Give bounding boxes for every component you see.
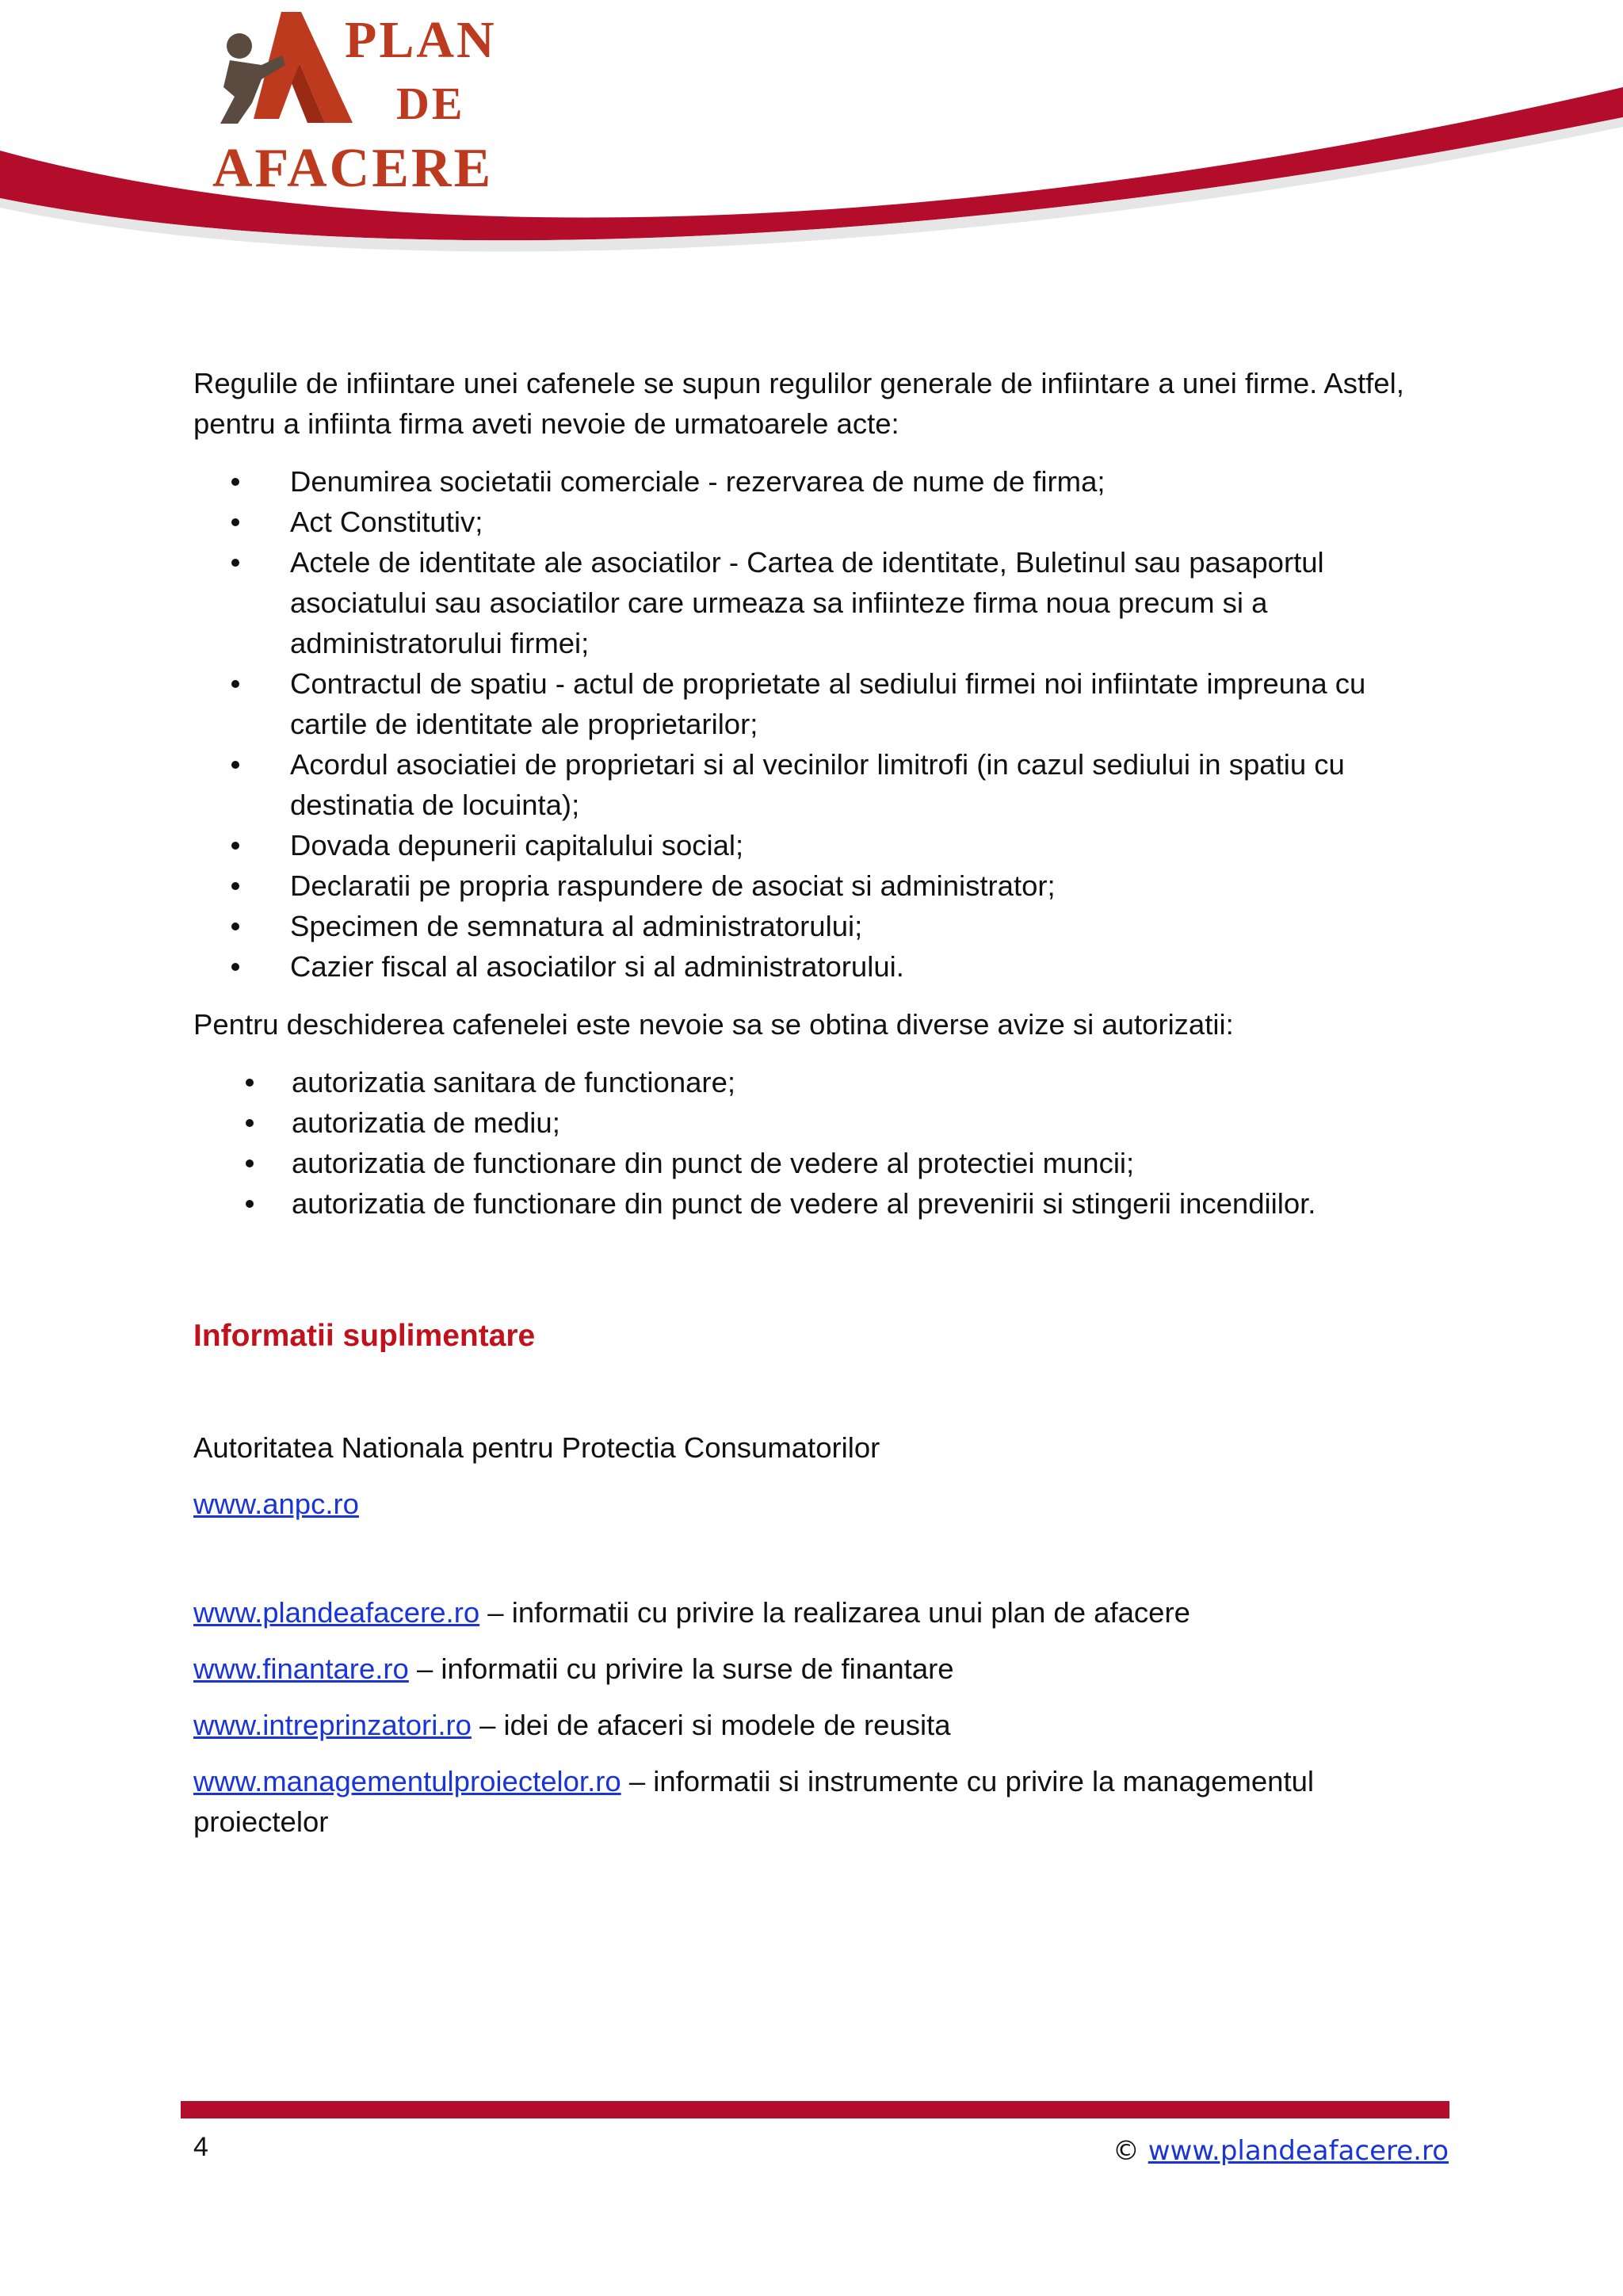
list-item: autorizatia de functionare din punct de vedere al prevenirii si stingerii incendiilor. — [193, 1183, 1430, 1224]
list-item: Acordul asociatiei de proprietari si al vecinilor limitrofi (in cazul sediului in spatiu cu destinatia de locuinta); — [193, 744, 1430, 825]
intro-paragraph: Regulile de infiintare unei cafenele se supun regulilor generale de infiintare a unei firme. Astfel, pentru a infiinta firma aveti nevoie de urmatoarele acte: — [193, 367, 1404, 440]
footer-copyright — [1113, 2135, 1449, 2167]
anpc-link[interactable]: www.anpc.ro — [193, 1488, 359, 1520]
link-description: – idei de afaceri si modele de reusita — [471, 1709, 951, 1741]
logo-text-plan: PLAN — [345, 11, 497, 69]
list-item: Dovada depunerii capitalului social; — [193, 825, 1430, 865]
list-item: Declaratii pe propria raspundere de asociat si administrator; — [193, 865, 1430, 906]
logo — [206, 8, 539, 198]
link-description: – informatii cu privire la realizarea unui plan de afacere — [479, 1596, 1190, 1629]
section-title: Informatii suplimentare — [193, 1319, 536, 1353]
plandeafacere-link[interactable]: www.plandeafacere.ro — [193, 1596, 480, 1629]
link-line — [193, 1648, 1430, 1689]
intreprinzatori-link[interactable]: www.intreprinzatori.ro — [193, 1709, 472, 1741]
list-item: autorizatia sanitara de functionare; — [193, 1062, 1430, 1102]
list-item: Contractul de spatiu - actul de proprietate al sediului firmei noi infiintate impreuna cu cartile de identitate ale proprietarilor; — [193, 663, 1430, 744]
link-description: – informatii cu privire la surse de finantare — [408, 1652, 954, 1685]
list-item: Denumirea societatii comerciale - rezervarea de nume de firma; — [193, 461, 1430, 502]
link-description: – informatii si instrumente cu privire la managementul proiectelor — [193, 1765, 1315, 1838]
logo-text-afacere: AFACERE — [212, 138, 494, 199]
list-item: Specimen de semnatura al administratorului; — [193, 906, 1430, 946]
list-item: autorizatia de mediu; — [193, 1102, 1430, 1143]
list-item: Cazier fiscal al asociatilor si al administratorului. — [193, 946, 1430, 987]
copyright-symbol: © — [1112, 2135, 1140, 2167]
managementulproiectelor-link[interactable]: www.managementulproiectelor.ro — [193, 1765, 621, 1797]
footer-site-link[interactable]: www.plandeafacere.ro — [1148, 2135, 1449, 2167]
finantare-link[interactable]: www.finantare.ro — [193, 1652, 409, 1685]
list-item: Act Constitutiv; — [193, 502, 1430, 542]
footer-divider — [181, 2101, 1449, 2118]
avize-intro-paragraph: Pentru deschiderea cafenelei este nevoie sa se obtina diverse avize si autorizatii: — [193, 1008, 1234, 1041]
page-number: 4 — [193, 2132, 208, 2162]
acte-list — [193, 461, 1430, 987]
logo-mark-icon — [206, 8, 357, 127]
anpc-name: Autoritatea Nationala pentru Protectia Consumatorilor — [193, 1431, 880, 1464]
document-body — [193, 363, 1430, 1858]
logo-text-de: DE — [396, 78, 465, 129]
list-item: autorizatia de functionare din punct de vedere al protectiei muncii; — [193, 1143, 1430, 1183]
avize-list — [193, 1062, 1430, 1224]
link-line — [193, 1761, 1430, 1842]
link-line — [193, 1592, 1430, 1633]
link-line — [193, 1705, 1430, 1745]
list-item: Actele de identitate ale asociatilor - Cartea de identitate, Buletinul sau pasaportul asociatului sau asociatilor care urmeaza sa infiinteze firma noua precum si a administratorului firmei; — [193, 542, 1430, 663]
